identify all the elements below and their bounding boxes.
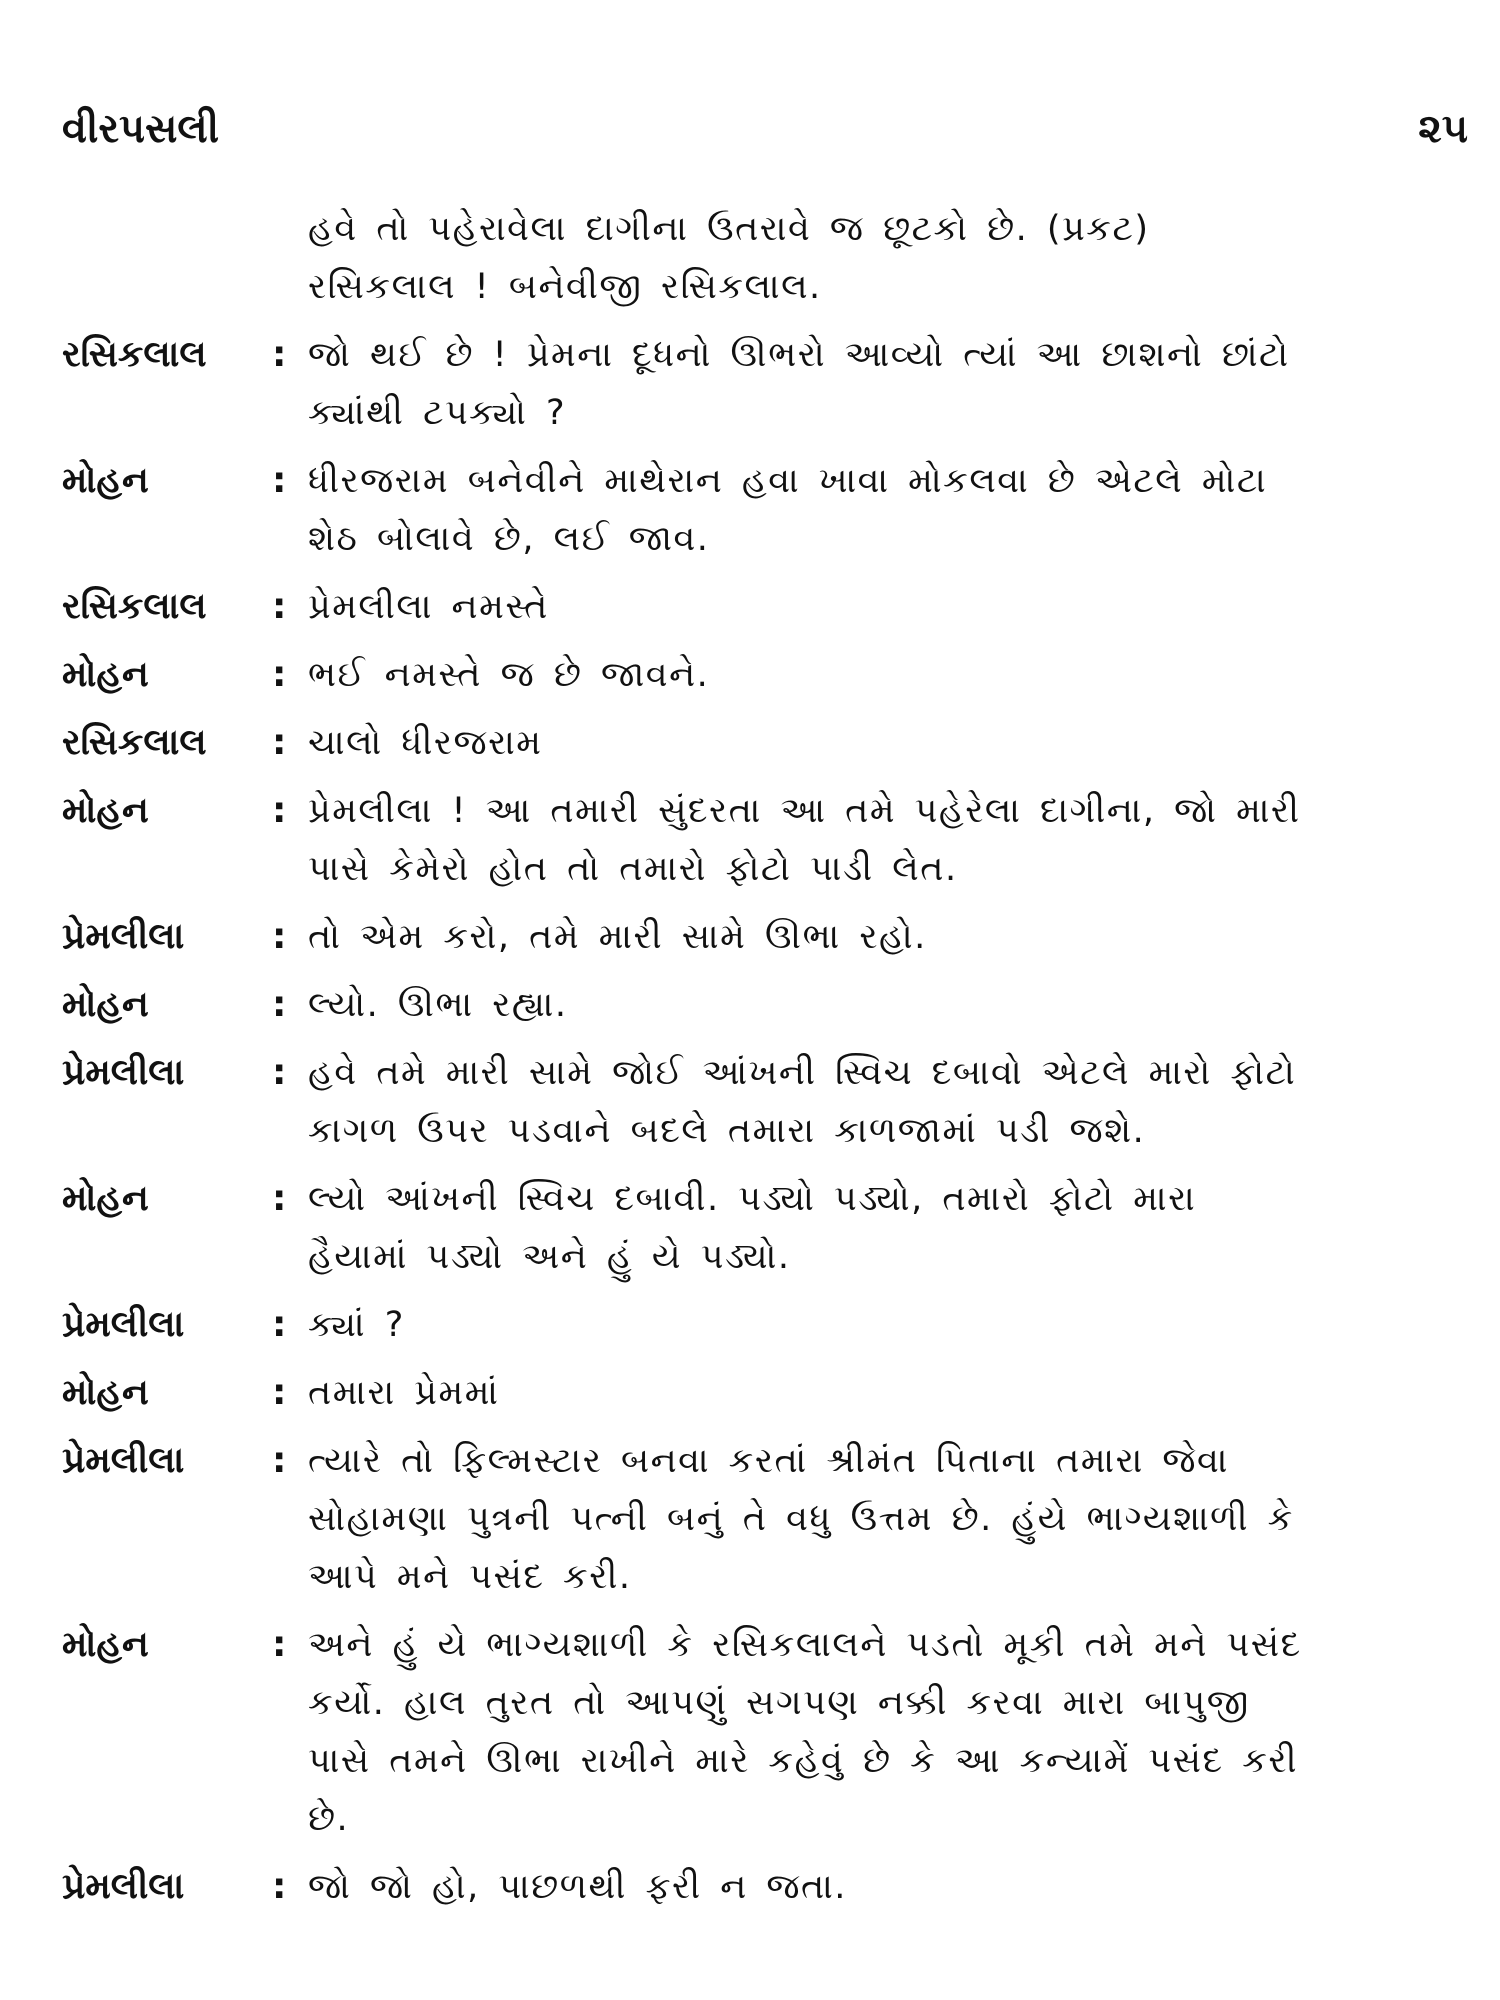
speech-line: લ્યો. ઊભા રહ્યા. bbox=[308, 985, 568, 1025]
speech-text bbox=[308, 1296, 1482, 1354]
speech-text bbox=[308, 908, 1482, 966]
speaker-name: રસિકલાલ bbox=[62, 586, 207, 627]
speaker-colon: : bbox=[272, 984, 287, 1025]
speaker-name: મોહન bbox=[62, 1178, 149, 1219]
speech-line: કર્યો. હાલ તુરત તો આપણું સગપણ નક્કી કરવા મારા બાપુજી bbox=[308, 1683, 1250, 1723]
dialogue-block bbox=[62, 1432, 1482, 1606]
speaker-name: મોહન bbox=[62, 654, 149, 695]
speaker-colon: : bbox=[272, 586, 287, 627]
speaker-name: મોહન bbox=[62, 790, 149, 831]
speech-line: હવે તમે મારી સામે જોઈ આંખની સ્વિચ દબાવો એટલે મારો ફોટો bbox=[308, 1053, 1297, 1093]
speaker-name: પ્રેમલીલા bbox=[62, 1052, 185, 1093]
speech-text bbox=[308, 200, 1482, 316]
dialogue-block bbox=[62, 782, 1482, 898]
speech-line: આપે મને પસંદ કરી. bbox=[308, 1557, 632, 1597]
speech-text bbox=[308, 1044, 1482, 1160]
speaker-name: પ્રેમલીલા bbox=[62, 1304, 185, 1345]
speech-text bbox=[308, 1432, 1482, 1606]
page-number: ૨૫ bbox=[1418, 106, 1468, 152]
page-header bbox=[62, 104, 1468, 164]
speech-line: ક્યાં ? bbox=[308, 1305, 405, 1345]
dialogue-block bbox=[62, 578, 1482, 636]
speaker-name: પ્રેમલીલા bbox=[62, 1866, 185, 1907]
speech-line: શેઠ બોલાવે છે, લઈ જાવ. bbox=[308, 519, 710, 559]
speaker-colon: : bbox=[272, 1372, 287, 1413]
speaker-name: પ્રેમલીલા bbox=[62, 1440, 185, 1481]
speech-line: ભઈ નમસ્તે જ છે જાવને. bbox=[308, 655, 710, 695]
dialogue-block bbox=[62, 1364, 1482, 1422]
speaker-colon: : bbox=[272, 460, 287, 501]
speech-text bbox=[308, 1364, 1482, 1422]
speech-text bbox=[308, 714, 1482, 772]
speaker-name: મોહન bbox=[62, 1372, 149, 1413]
speech-line: ક્યાંથી ટપક્યો ? bbox=[308, 393, 567, 433]
speech-text bbox=[308, 1858, 1482, 1916]
speech-line: ધીરજરામ બનેવીને માથેરાન હવા ખાવા મોકલવા છે એટલે મોટા bbox=[308, 461, 1268, 501]
speaker-colon: : bbox=[272, 790, 287, 831]
dialogue-block bbox=[62, 976, 1482, 1034]
speaker-name: મોહન bbox=[62, 984, 149, 1025]
speech-line: પાસે તમને ઊભા રાખીને મારે કહેવું છે કે આ કન્યામેં પસંદ કરી bbox=[308, 1741, 1299, 1781]
dialogue-block bbox=[62, 646, 1482, 704]
speech-line: તમારા પ્રેમમાં bbox=[308, 1373, 500, 1413]
speech-text bbox=[308, 452, 1482, 568]
speaker-colon: : bbox=[272, 334, 287, 375]
speech-text bbox=[308, 578, 1482, 636]
dialogue-block bbox=[62, 714, 1482, 772]
speech-text bbox=[308, 976, 1482, 1034]
speech-line: છે. bbox=[308, 1799, 350, 1839]
speaker-colon: : bbox=[272, 1624, 287, 1665]
speaker-colon: : bbox=[272, 654, 287, 695]
speech-text bbox=[308, 326, 1482, 442]
dialogue-block bbox=[62, 1170, 1482, 1286]
speaker-colon: : bbox=[272, 722, 287, 763]
speech-line: રસિકલાલ ! બનેવીજી રસિકલાલ. bbox=[308, 267, 822, 307]
speech-text bbox=[308, 782, 1482, 898]
speaker-colon: : bbox=[272, 916, 287, 957]
speaker-colon: : bbox=[272, 1052, 287, 1093]
dialogue-block bbox=[62, 908, 1482, 966]
speech-line: પાસે કેમેરો હોત તો તમારો ફોટો પાડી લેત. bbox=[308, 849, 958, 889]
speech-line: જો જો હો, પાછળથી ફરી ન જતા. bbox=[308, 1867, 847, 1907]
speech-line: સોહામણા પુત્રની પત્ની બનું તે વધુ ઉત્તમ છે. હુંયે ભાગ્યશાળી કે bbox=[308, 1499, 1294, 1539]
speech-line: તો એમ કરો, તમે મારી સામે ઊભા રહો. bbox=[308, 917, 927, 957]
speaker-name: મોહન bbox=[62, 460, 149, 501]
running-title: વીરપસલી bbox=[62, 106, 220, 152]
dialogue-block bbox=[62, 200, 1482, 316]
speech-line: હવે તો પહેરાવેલા દાગીના ઉતરાવે જ છૂટકો છે. (પ્રકટ) bbox=[308, 209, 1150, 249]
speaker-name: પ્રેમલીલા bbox=[62, 916, 185, 957]
dialogue-block bbox=[62, 326, 1482, 442]
speech-line: કાગળ ઉપર પડવાને બદલે તમારા કાળજામાં પડી જશે. bbox=[308, 1111, 1146, 1151]
speech-line: લ્યો આંખની સ્વિચ દબાવી. પડ્યો પડ્યો, તમારો ફોટો મારા bbox=[308, 1179, 1197, 1219]
speech-line: અને હું યે ભાગ્યશાળી કે રસિકલાલને પડતો મૂકી તમે મને પસંદ bbox=[308, 1625, 1302, 1665]
speaker-colon: : bbox=[272, 1866, 287, 1907]
speech-text bbox=[308, 1616, 1482, 1848]
dialogue-block bbox=[62, 1296, 1482, 1354]
speech-line: ચાલો ધીરજરામ bbox=[308, 723, 543, 763]
speech-line: જો થઈ છે ! પ્રેમના દૂધનો ઊભરો આવ્યો ત્યાં આ છાશનો છાંટો bbox=[308, 335, 1290, 375]
speaker-colon: : bbox=[272, 1178, 287, 1219]
dialogue-block bbox=[62, 452, 1482, 568]
speech-line: પ્રેમલીલા ! આ તમારી સુંદરતા આ તમે પહેરેલા દાગીના, જો મારી bbox=[308, 791, 1301, 831]
speaker-colon: : bbox=[272, 1304, 287, 1345]
speech-text bbox=[308, 1170, 1482, 1286]
speech-line: હૈયામાં પડ્યો અને હું યે પડ્યો. bbox=[308, 1237, 791, 1277]
play-dialogue bbox=[62, 200, 1482, 1926]
speaker-colon: : bbox=[272, 1440, 287, 1481]
dialogue-block bbox=[62, 1616, 1482, 1848]
speaker-name: મોહન bbox=[62, 1624, 149, 1665]
dialogue-block bbox=[62, 1858, 1482, 1916]
dialogue-block bbox=[62, 1044, 1482, 1160]
speech-line: પ્રેમલીલા નમસ્તે bbox=[308, 587, 549, 627]
speaker-name: રસિકલાલ bbox=[62, 722, 207, 763]
speech-line: ત્યારે તો ફિલ્મસ્ટાર બનવા કરતાં શ્રીમંત પિતાના તમારા જેવા bbox=[308, 1441, 1229, 1481]
speech-text bbox=[308, 646, 1482, 704]
speaker-name: રસિકલાલ bbox=[62, 334, 207, 375]
